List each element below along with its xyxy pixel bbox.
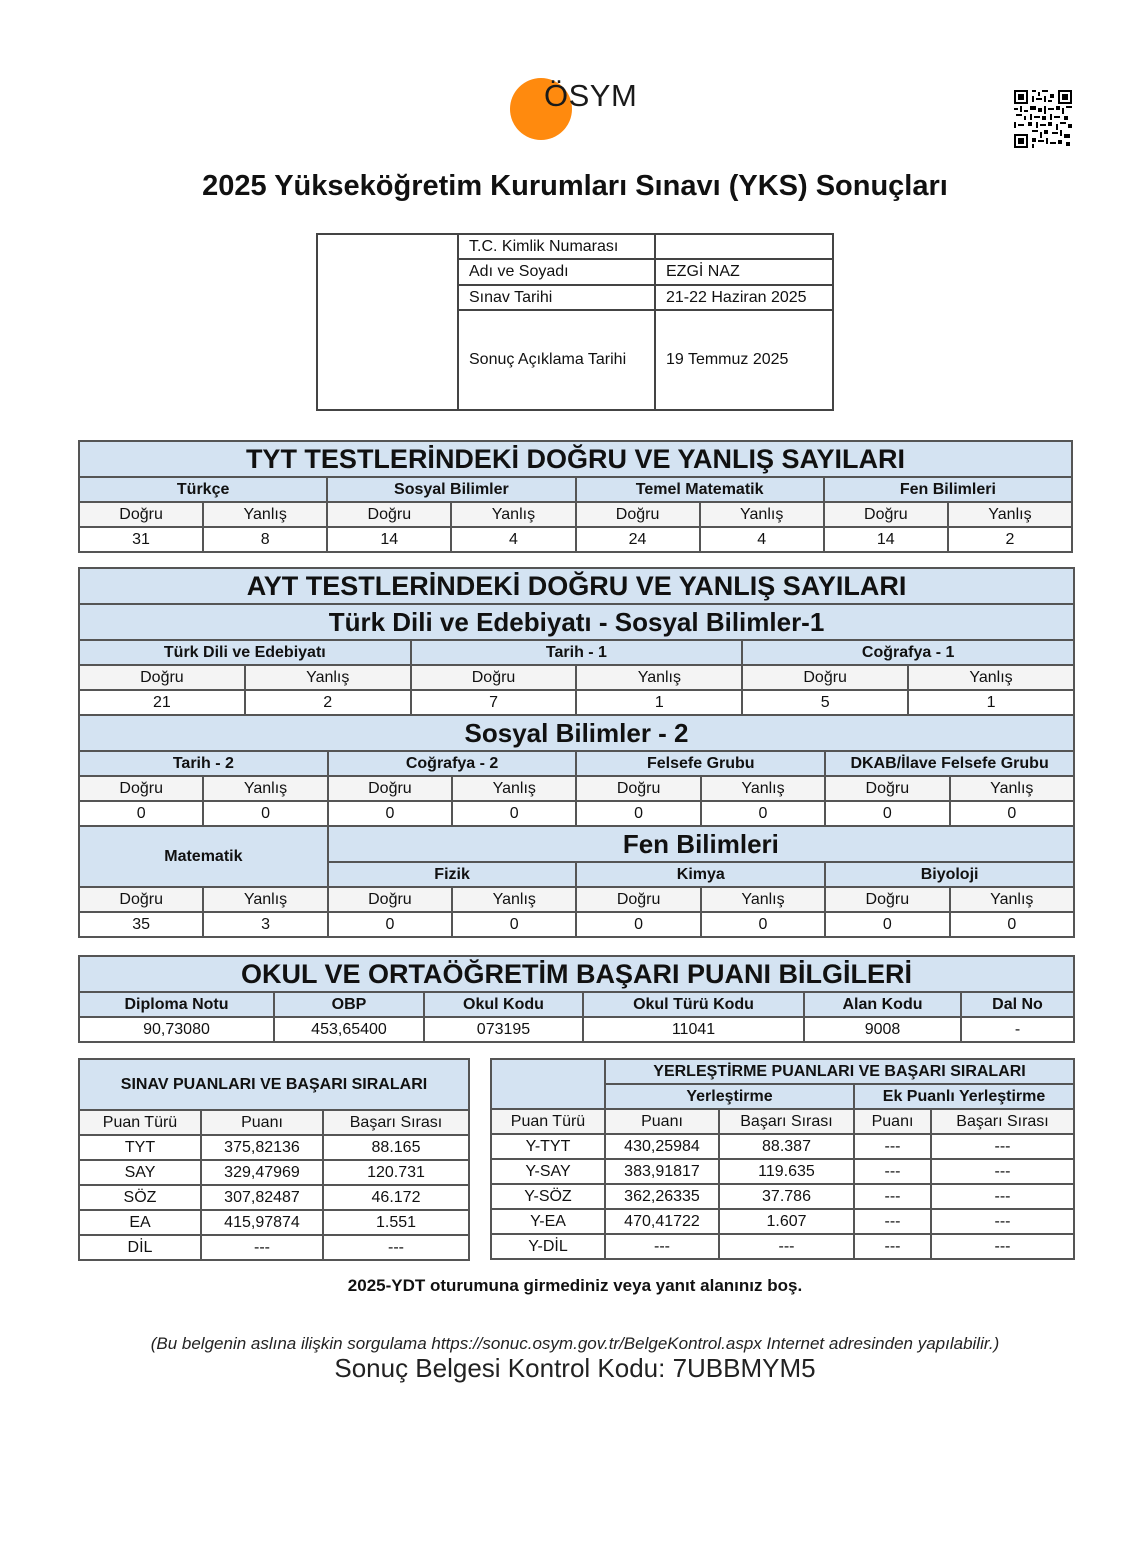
dogru-label: Doğru bbox=[79, 665, 245, 690]
score-rank: 120.731 bbox=[323, 1160, 469, 1185]
dogru-label: Doğru bbox=[79, 502, 203, 527]
tde-title: Türk Dili ve Edebiyatı - Sosyal Bilimler-1 bbox=[79, 604, 1074, 640]
yanlis-value: 1 bbox=[576, 690, 742, 715]
score-type: DİL bbox=[79, 1235, 201, 1260]
obp-value: 073195 bbox=[424, 1017, 583, 1042]
extra-score-value: --- bbox=[854, 1184, 931, 1209]
score-value: 375,82136 bbox=[201, 1135, 323, 1160]
yanlis-value: 0 bbox=[950, 801, 1075, 826]
yanlis-value: 2 bbox=[245, 690, 411, 715]
dogru-value: 7 bbox=[411, 690, 577, 715]
obp-header: Alan Kodu bbox=[804, 992, 961, 1017]
yanlis-label: Yanlış bbox=[576, 665, 742, 690]
yanlis-value: 4 bbox=[700, 527, 824, 552]
table-row bbox=[491, 1234, 1074, 1259]
yanlis-label: Yanlış bbox=[451, 502, 575, 527]
dogru-value: 21 bbox=[79, 690, 245, 715]
dogru-label: Doğru bbox=[825, 776, 949, 801]
score-value: 415,97874 bbox=[201, 1210, 323, 1235]
dogru-value: 0 bbox=[79, 801, 203, 826]
score-type: Y-EA bbox=[491, 1209, 605, 1234]
score-rank: 119.635 bbox=[719, 1159, 854, 1184]
yanlis-label: Yanlış bbox=[700, 502, 824, 527]
score-header: Başarı Sırası bbox=[323, 1110, 469, 1135]
ydt-note: 2025-YDT oturumuna girmediniz veya yanıt alanınız boş. bbox=[347, 1276, 803, 1295]
score-value: --- bbox=[605, 1234, 719, 1259]
dogru-value: 14 bbox=[327, 527, 451, 552]
yanlis-label: Yanlış bbox=[701, 887, 825, 912]
extra-score-rank: --- bbox=[931, 1234, 1074, 1259]
identity-value bbox=[655, 234, 833, 259]
dogru-label: Doğru bbox=[576, 502, 700, 527]
score-rank: 1.607 bbox=[719, 1209, 854, 1234]
obp-header: Diploma Notu bbox=[79, 992, 274, 1017]
extra-score-value: --- bbox=[854, 1209, 931, 1234]
section-header: Sosyal Bilimler bbox=[327, 477, 575, 502]
yanlis-value: 3 bbox=[203, 912, 327, 937]
score-value: 307,82487 bbox=[201, 1185, 323, 1210]
score-rank: 46.172 bbox=[323, 1185, 469, 1210]
verification-note: (Bu belgenin aslına ilişkin sorgulama https://sonuc.osym.gov.tr/BelgeKontrol.aspx Internet adresinden yapılabilir.) bbox=[150, 1334, 1000, 1353]
photo-placeholder bbox=[317, 234, 458, 410]
placement-scores-table bbox=[490, 1058, 1075, 1260]
dogru-label: Doğru bbox=[824, 502, 948, 527]
section-header: Türk Dili ve Edebiyatı bbox=[79, 640, 411, 665]
yanlis-label: Yanlış bbox=[950, 776, 1075, 801]
section-header: Türkçe bbox=[79, 477, 327, 502]
yanlis-label: Yanlış bbox=[203, 502, 327, 527]
dogru-label: Doğru bbox=[328, 776, 452, 801]
identity-value: 21-22 Haziran 2025 bbox=[655, 285, 833, 310]
extra-score-value: --- bbox=[854, 1134, 931, 1159]
dogru-label: Doğru bbox=[328, 887, 452, 912]
dogru-value: 0 bbox=[576, 801, 700, 826]
table-row bbox=[79, 1235, 469, 1260]
identity-label: T.C. Kimlik Numarası bbox=[458, 234, 655, 259]
score-type: SAY bbox=[79, 1160, 201, 1185]
extra-score-rank: --- bbox=[931, 1209, 1074, 1234]
score-type: Y-DİL bbox=[491, 1234, 605, 1259]
table-row bbox=[491, 1209, 1074, 1234]
section-header: Matematik bbox=[79, 826, 328, 887]
dogru-label: Doğru bbox=[79, 887, 203, 912]
control-code: Sonuç Belgesi Kontrol Kodu: 7UBBMYM5 bbox=[334, 1353, 816, 1383]
dogru-label: Doğru bbox=[576, 887, 700, 912]
section-header: Temel Matematik bbox=[576, 477, 824, 502]
yanlis-value: 0 bbox=[701, 801, 825, 826]
table-row bbox=[491, 1159, 1074, 1184]
qr-code-icon bbox=[1014, 90, 1072, 148]
yanlis-label: Yanlış bbox=[948, 502, 1072, 527]
score-value: 470,41722 bbox=[605, 1209, 719, 1234]
score-rank: 1.551 bbox=[323, 1210, 469, 1235]
dogru-value: 0 bbox=[825, 912, 949, 937]
score-rank: 37.786 bbox=[719, 1184, 854, 1209]
section-header: Coğrafya - 2 bbox=[328, 751, 577, 776]
yanlis-value: 4 bbox=[451, 527, 575, 552]
yanlis-value: 0 bbox=[950, 912, 1075, 937]
yanlis-value: 1 bbox=[908, 690, 1074, 715]
obp-table bbox=[78, 955, 1075, 1043]
page-title: 2025 Yükseköğretim Kurumları Sınavı (YKS) Sonuçları bbox=[202, 170, 948, 202]
identity-table bbox=[316, 233, 834, 411]
section-header: Biyoloji bbox=[825, 862, 1074, 887]
dogru-label: Doğru bbox=[79, 776, 203, 801]
tyt-table bbox=[78, 440, 1073, 553]
section-header: DKAB/İlave Felsefe Grubu bbox=[825, 751, 1074, 776]
tyt-title: TYT TESTLERİNDEKİ DOĞRU VE YANLIŞ SAYILARI bbox=[79, 441, 1072, 477]
yanlis-value: 8 bbox=[203, 527, 327, 552]
identity-value: EZGİ NAZ bbox=[655, 259, 833, 285]
section-header: Fen Bilimleri bbox=[824, 477, 1072, 502]
section-header: Felsefe Grubu bbox=[576, 751, 825, 776]
score-rank: 88.165 bbox=[323, 1135, 469, 1160]
obp-header: Okul Kodu bbox=[424, 992, 583, 1017]
obp-header: Okul Türü Kodu bbox=[583, 992, 804, 1017]
dogru-value: 0 bbox=[328, 912, 452, 937]
score-type: Y-TYT bbox=[491, 1134, 605, 1159]
extra-score-rank: --- bbox=[931, 1184, 1074, 1209]
osym-logo bbox=[510, 74, 645, 142]
dogru-value: 31 bbox=[79, 527, 203, 552]
obp-value: 11041 bbox=[583, 1017, 804, 1042]
section-header: Tarih - 2 bbox=[79, 751, 328, 776]
obp-value: 90,73080 bbox=[79, 1017, 274, 1042]
dogru-label: Doğru bbox=[825, 887, 949, 912]
placement-title: YERLEŞTİRME PUANLARI VE BAŞARI SIRALARI bbox=[605, 1059, 1074, 1084]
section-header: Coğrafya - 1 bbox=[742, 640, 1074, 665]
yanlis-value: 2 bbox=[948, 527, 1072, 552]
score-header: Puanı bbox=[854, 1109, 931, 1134]
extra-score-value: --- bbox=[854, 1234, 931, 1259]
yanlis-label: Yanlış bbox=[203, 776, 327, 801]
ayt-title: AYT TESTLERİNDEKİ DOĞRU VE YANLIŞ SAYILARI bbox=[79, 568, 1074, 604]
dogru-label: Doğru bbox=[327, 502, 451, 527]
extra-score-rank: --- bbox=[931, 1159, 1074, 1184]
score-header: Puan Türü bbox=[79, 1110, 201, 1135]
table-row bbox=[79, 1160, 469, 1185]
score-rank: 88.387 bbox=[719, 1134, 854, 1159]
score-type: SÖZ bbox=[79, 1185, 201, 1210]
score-value: --- bbox=[201, 1235, 323, 1260]
exam-scores-title: SINAV PUANLARI VE BAŞARI SIRALARI bbox=[79, 1059, 469, 1110]
placement-blank-cell bbox=[491, 1059, 605, 1109]
obp-value: 453,65400 bbox=[274, 1017, 424, 1042]
yanlis-value: 0 bbox=[203, 801, 327, 826]
score-value: 430,25984 bbox=[605, 1134, 719, 1159]
fen-title: Fen Bilimleri bbox=[328, 826, 1074, 862]
score-value: 362,26335 bbox=[605, 1184, 719, 1209]
dogru-label: Doğru bbox=[742, 665, 908, 690]
section-header: Tarih - 1 bbox=[411, 640, 743, 665]
yanlis-label: Yanlış bbox=[950, 887, 1075, 912]
dogru-value: 35 bbox=[79, 912, 203, 937]
dogru-value: 24 bbox=[576, 527, 700, 552]
table-row bbox=[79, 1135, 469, 1160]
score-value: 329,47969 bbox=[201, 1160, 323, 1185]
score-header: Başarı Sırası bbox=[719, 1109, 854, 1134]
dogru-value: 5 bbox=[742, 690, 908, 715]
score-header: Puan Türü bbox=[491, 1109, 605, 1134]
yanlis-value: 0 bbox=[452, 912, 576, 937]
yanlis-value: 0 bbox=[452, 801, 576, 826]
yanlis-label: Yanlış bbox=[245, 665, 411, 690]
obp-value: 9008 bbox=[804, 1017, 961, 1042]
score-rank: --- bbox=[323, 1235, 469, 1260]
section-header: Fizik bbox=[328, 862, 577, 887]
score-type: Y-SAY bbox=[491, 1159, 605, 1184]
yanlis-value: 0 bbox=[701, 912, 825, 937]
obp-header: OBP bbox=[274, 992, 424, 1017]
score-rank: --- bbox=[719, 1234, 854, 1259]
ayt-table bbox=[78, 567, 1075, 938]
obp-title: OKUL VE ORTAÖĞRETİM BAŞARI PUANI BİLGİLERİ bbox=[79, 956, 1074, 992]
dogru-value: 14 bbox=[824, 527, 948, 552]
obp-header: Dal No bbox=[961, 992, 1074, 1017]
score-type: EA bbox=[79, 1210, 201, 1235]
identity-label: Adı ve Soyadı bbox=[458, 259, 655, 285]
extra-score-rank: --- bbox=[931, 1134, 1074, 1159]
score-header: Başarı Sırası bbox=[931, 1109, 1074, 1134]
logo-text: ÖSYM bbox=[544, 78, 638, 113]
exam-scores-table bbox=[78, 1058, 470, 1261]
yanlis-label: Yanlış bbox=[452, 887, 576, 912]
table-row bbox=[79, 1185, 469, 1210]
identity-label: Sonuç Açıklama Tarihi bbox=[458, 310, 655, 410]
placement-group: Yerleştirme bbox=[605, 1084, 854, 1109]
score-type: TYT bbox=[79, 1135, 201, 1160]
placement-group: Ek Puanlı Yerleştirme bbox=[854, 1084, 1074, 1109]
identity-label: Sınav Tarihi bbox=[458, 285, 655, 310]
yanlis-label: Yanlış bbox=[203, 887, 327, 912]
score-header: Puanı bbox=[201, 1110, 323, 1135]
score-header: Puanı bbox=[605, 1109, 719, 1134]
yanlis-label: Yanlış bbox=[701, 776, 825, 801]
dogru-value: 0 bbox=[825, 801, 949, 826]
dogru-label: Doğru bbox=[411, 665, 577, 690]
extra-score-value: --- bbox=[854, 1159, 931, 1184]
yanlis-label: Yanlış bbox=[452, 776, 576, 801]
table-row bbox=[79, 1210, 469, 1235]
dogru-label: Doğru bbox=[576, 776, 700, 801]
dogru-value: 0 bbox=[576, 912, 700, 937]
section-header: Kimya bbox=[576, 862, 825, 887]
sos2-title: Sosyal Bilimler - 2 bbox=[79, 715, 1074, 751]
obp-value: - bbox=[961, 1017, 1074, 1042]
identity-value: 19 Temmuz 2025 bbox=[655, 310, 833, 410]
score-type: Y-SÖZ bbox=[491, 1184, 605, 1209]
table-row bbox=[491, 1134, 1074, 1159]
dogru-value: 0 bbox=[328, 801, 452, 826]
table-row bbox=[491, 1184, 1074, 1209]
score-value: 383,91817 bbox=[605, 1159, 719, 1184]
yanlis-label: Yanlış bbox=[908, 665, 1074, 690]
